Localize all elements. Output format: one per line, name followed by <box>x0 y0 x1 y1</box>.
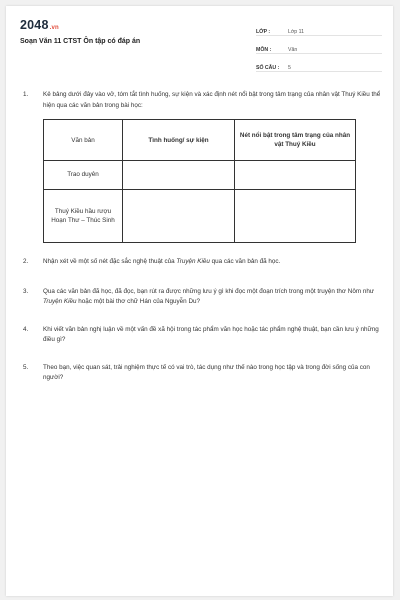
question-number: 5. <box>23 363 29 371</box>
meta-value: 5 <box>288 65 291 71</box>
summary-table <box>43 119 356 243</box>
table-header-row <box>44 120 356 161</box>
question-number: 3. <box>23 287 29 295</box>
document-title: Soạn Văn 11 CTST Ôn tập có đáp án <box>20 38 141 45</box>
meta-row-question-count <box>256 56 382 72</box>
site-logo[interactable] <box>20 18 59 32</box>
question-2 <box>20 257 382 268</box>
work-title: Truyện Kiều <box>176 258 210 265</box>
table-cell: Trao duyên <box>44 161 123 190</box>
question-number: 2. <box>23 258 29 265</box>
question-text: Kẻ bảng dưới đây vào vở, tóm tắt tình huống, sự kiện và xác định nét nổi bật trong tâm trạng của nhân vật Thuý Kiều thể hiện qua các văn bản trong bài học: <box>43 91 381 109</box>
table-cell <box>235 161 356 190</box>
question-text-part: Nhận xét về một số nét đặc sắc nghệ thuật của <box>43 258 177 265</box>
meta-label: SỐ CÂU : <box>256 65 280 71</box>
question-text-part: qua các văn bản đã học. <box>209 258 281 265</box>
question-5 <box>20 363 382 384</box>
meta-value: Văn <box>288 47 298 53</box>
table-cell: Thuý Kiều hầu rượu Hoạn Thư – Thúc Sinh <box>44 190 123 243</box>
document-page <box>6 6 393 596</box>
table-header-cell: Nét nổi bật trong tâm trạng của nhân vật Thuý Kiều <box>235 120 356 161</box>
question-text: Theo bạn, việc quan sát, trải nghiệm thực tế có vai trò, tác dụng như thế nào trong học tập và trong đời sống của con người? <box>43 363 370 381</box>
document-meta <box>256 20 382 74</box>
table-row <box>44 190 356 243</box>
meta-row-subject <box>256 38 382 54</box>
meta-label: LỚP : <box>256 29 271 35</box>
question-text <box>43 288 374 306</box>
question-3 <box>20 287 382 308</box>
table-cell <box>123 190 235 243</box>
logo-main: 2048 <box>20 18 49 32</box>
table-header-cell: Tình huống/ sự kiện <box>123 120 235 161</box>
meta-label: MÔN : <box>256 47 272 53</box>
table-cell <box>235 190 356 243</box>
table-header-cell: Văn bản <box>44 120 123 161</box>
work-title: Truyện Kiều <box>43 298 77 305</box>
meta-value: Lớp 11 <box>288 29 304 35</box>
question-1 <box>20 90 382 243</box>
question-number: 1. <box>23 91 29 98</box>
question-number: 4. <box>23 325 29 333</box>
logo-tld: .vn <box>49 25 59 31</box>
question-text <box>43 258 280 265</box>
question-text-part: hoặc một bài thơ chữ Hán của Nguyễn Du? <box>76 298 200 305</box>
table-row <box>44 161 356 190</box>
question-text-part: Qua các văn bản đã học, đã đọc, bạn rút ra được những lưu ý gì khi đọc một đoạn trích trong một truyện thơ Nôm như <box>43 287 375 295</box>
question-text: Khi viết văn bản nghị luận về một vấn đề xã hội trong tác phẩm văn học hoặc tác phẩm nghệ thuật, bạn cần lưu ý những điều gì? <box>43 325 379 343</box>
question-4 <box>20 325 382 346</box>
meta-row-class <box>256 20 382 36</box>
question-list <box>20 90 382 384</box>
table-cell <box>123 161 235 190</box>
